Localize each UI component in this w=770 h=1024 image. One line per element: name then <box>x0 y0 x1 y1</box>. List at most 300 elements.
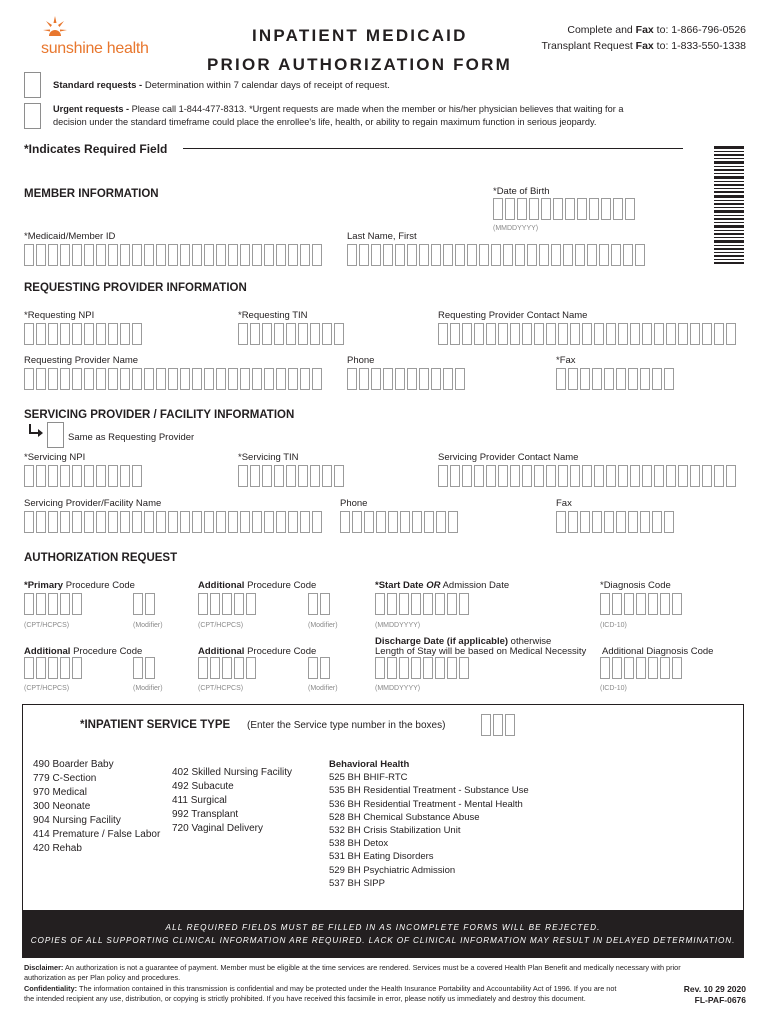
char-box[interactable] <box>24 511 34 533</box>
char-box[interactable] <box>156 511 166 533</box>
char-box[interactable] <box>399 657 409 679</box>
char-box[interactable] <box>60 465 70 487</box>
char-box[interactable] <box>286 465 296 487</box>
char-box[interactable] <box>375 657 385 679</box>
char-box[interactable] <box>654 323 664 345</box>
char-box[interactable] <box>498 323 508 345</box>
additional-proc-code-input2[interactable] <box>24 657 84 679</box>
char-box[interactable] <box>438 465 448 487</box>
char-box[interactable] <box>666 323 676 345</box>
char-box[interactable] <box>96 465 106 487</box>
char-box[interactable] <box>36 657 46 679</box>
char-box[interactable] <box>376 511 386 533</box>
char-box[interactable] <box>702 465 712 487</box>
service-type-input[interactable] <box>481 714 517 736</box>
char-box[interactable] <box>198 657 208 679</box>
char-box[interactable] <box>431 244 441 266</box>
char-box[interactable] <box>298 323 308 345</box>
same-as-requesting-checkbox[interactable] <box>47 422 64 448</box>
char-box[interactable] <box>84 323 94 345</box>
char-box[interactable] <box>628 511 638 533</box>
primary-proc-code-input[interactable] <box>24 593 84 615</box>
char-box[interactable] <box>672 593 682 615</box>
char-box[interactable] <box>60 511 70 533</box>
char-box[interactable] <box>132 244 142 266</box>
char-box[interactable] <box>84 368 94 390</box>
char-box[interactable] <box>359 244 369 266</box>
char-box[interactable] <box>347 368 357 390</box>
svc-phone-input[interactable] <box>340 511 460 533</box>
char-box[interactable] <box>156 244 166 266</box>
char-box[interactable] <box>616 511 626 533</box>
char-box[interactable] <box>510 465 520 487</box>
char-box[interactable] <box>288 244 298 266</box>
char-box[interactable] <box>240 244 250 266</box>
char-box[interactable] <box>654 465 664 487</box>
char-box[interactable] <box>563 244 573 266</box>
char-box[interactable] <box>493 714 503 736</box>
char-box[interactable] <box>364 511 374 533</box>
char-box[interactable] <box>383 244 393 266</box>
char-box[interactable] <box>522 323 532 345</box>
char-box[interactable] <box>204 368 214 390</box>
char-box[interactable] <box>60 323 70 345</box>
char-box[interactable] <box>264 511 274 533</box>
char-box[interactable] <box>539 244 549 266</box>
char-box[interactable] <box>310 323 320 345</box>
char-box[interactable] <box>383 368 393 390</box>
char-box[interactable] <box>210 593 220 615</box>
req-npi-input[interactable] <box>24 323 144 345</box>
additional-modifier-input3[interactable] <box>308 657 332 679</box>
char-box[interactable] <box>133 657 143 679</box>
char-box[interactable] <box>424 511 434 533</box>
char-box[interactable] <box>204 511 214 533</box>
char-box[interactable] <box>527 244 537 266</box>
char-box[interactable] <box>168 511 178 533</box>
char-box[interactable] <box>24 657 34 679</box>
char-box[interactable] <box>308 657 318 679</box>
char-box[interactable] <box>48 323 58 345</box>
char-box[interactable] <box>322 465 332 487</box>
char-box[interactable] <box>474 465 484 487</box>
char-box[interactable] <box>498 465 508 487</box>
req-contact-input[interactable] <box>438 323 738 345</box>
char-box[interactable] <box>505 714 515 736</box>
char-box[interactable] <box>371 368 381 390</box>
char-box[interactable] <box>630 465 640 487</box>
char-box[interactable] <box>423 593 433 615</box>
char-box[interactable] <box>216 244 226 266</box>
char-box[interactable] <box>462 323 472 345</box>
char-box[interactable] <box>312 244 322 266</box>
req-name-input[interactable] <box>24 368 324 390</box>
char-box[interactable] <box>180 368 190 390</box>
char-box[interactable] <box>493 198 503 220</box>
char-box[interactable] <box>60 368 70 390</box>
char-box[interactable] <box>642 323 652 345</box>
char-box[interactable] <box>276 368 286 390</box>
char-box[interactable] <box>24 368 34 390</box>
char-box[interactable] <box>388 511 398 533</box>
char-box[interactable] <box>726 465 736 487</box>
char-box[interactable] <box>72 244 82 266</box>
char-box[interactable] <box>156 368 166 390</box>
char-box[interactable] <box>660 657 670 679</box>
char-box[interactable] <box>486 323 496 345</box>
char-box[interactable] <box>347 244 357 266</box>
additional-modifier-input2[interactable] <box>133 657 157 679</box>
discharge-date-input[interactable] <box>375 657 471 679</box>
char-box[interactable] <box>322 323 332 345</box>
char-box[interactable] <box>264 368 274 390</box>
char-box[interactable] <box>96 244 106 266</box>
char-box[interactable] <box>592 368 602 390</box>
char-box[interactable] <box>618 323 628 345</box>
char-box[interactable] <box>180 244 190 266</box>
char-box[interactable] <box>276 511 286 533</box>
char-box[interactable] <box>515 244 525 266</box>
char-box[interactable] <box>204 244 214 266</box>
additional-modifier-input1[interactable] <box>308 593 332 615</box>
char-box[interactable] <box>648 593 658 615</box>
char-box[interactable] <box>580 511 590 533</box>
char-box[interactable] <box>132 465 142 487</box>
char-box[interactable] <box>625 198 635 220</box>
char-box[interactable] <box>36 465 46 487</box>
dob-input[interactable] <box>493 198 637 220</box>
char-box[interactable] <box>702 323 712 345</box>
char-box[interactable] <box>72 368 82 390</box>
char-box[interactable] <box>36 593 46 615</box>
char-box[interactable] <box>24 323 34 345</box>
char-box[interactable] <box>529 198 539 220</box>
char-box[interactable] <box>320 593 330 615</box>
char-box[interactable] <box>144 368 154 390</box>
char-box[interactable] <box>570 323 580 345</box>
char-box[interactable] <box>108 465 118 487</box>
char-box[interactable] <box>443 368 453 390</box>
char-box[interactable] <box>600 657 610 679</box>
char-box[interactable] <box>600 593 610 615</box>
char-box[interactable] <box>96 323 106 345</box>
char-box[interactable] <box>636 593 646 615</box>
char-box[interactable] <box>234 657 244 679</box>
char-box[interactable] <box>503 244 513 266</box>
char-box[interactable] <box>640 368 650 390</box>
svc-tin-input[interactable] <box>238 465 346 487</box>
char-box[interactable] <box>624 593 634 615</box>
char-box[interactable] <box>320 657 330 679</box>
char-box[interactable] <box>144 511 154 533</box>
char-box[interactable] <box>48 511 58 533</box>
char-box[interactable] <box>395 368 405 390</box>
char-box[interactable] <box>60 593 70 615</box>
char-box[interactable] <box>652 368 662 390</box>
char-box[interactable] <box>192 368 202 390</box>
char-box[interactable] <box>108 368 118 390</box>
char-box[interactable] <box>168 244 178 266</box>
char-box[interactable] <box>84 244 94 266</box>
char-box[interactable] <box>459 657 469 679</box>
char-box[interactable] <box>145 657 155 679</box>
char-box[interactable] <box>246 657 256 679</box>
char-box[interactable] <box>556 368 566 390</box>
char-box[interactable] <box>606 323 616 345</box>
char-box[interactable] <box>96 511 106 533</box>
char-box[interactable] <box>618 465 628 487</box>
char-box[interactable] <box>108 323 118 345</box>
char-box[interactable] <box>612 593 622 615</box>
char-box[interactable] <box>262 323 272 345</box>
char-box[interactable] <box>400 511 410 533</box>
char-box[interactable] <box>479 244 489 266</box>
char-box[interactable] <box>24 465 34 487</box>
char-box[interactable] <box>407 368 417 390</box>
char-box[interactable] <box>491 244 501 266</box>
char-box[interactable] <box>132 368 142 390</box>
char-box[interactable] <box>726 323 736 345</box>
char-box[interactable] <box>60 657 70 679</box>
char-box[interactable] <box>624 657 634 679</box>
char-box[interactable] <box>252 511 262 533</box>
char-box[interactable] <box>412 511 422 533</box>
char-box[interactable] <box>546 323 556 345</box>
char-box[interactable] <box>436 511 446 533</box>
member-name-input[interactable] <box>347 244 647 266</box>
char-box[interactable] <box>599 244 609 266</box>
char-box[interactable] <box>664 511 674 533</box>
char-box[interactable] <box>252 368 262 390</box>
char-box[interactable] <box>308 593 318 615</box>
char-box[interactable] <box>334 465 344 487</box>
char-box[interactable] <box>48 593 58 615</box>
char-box[interactable] <box>690 323 700 345</box>
char-box[interactable] <box>240 511 250 533</box>
diagnosis-code-input[interactable] <box>600 593 684 615</box>
char-box[interactable] <box>120 465 130 487</box>
additional-diagnosis-input[interactable] <box>600 657 684 679</box>
char-box[interactable] <box>678 465 688 487</box>
char-box[interactable] <box>459 593 469 615</box>
char-box[interactable] <box>447 593 457 615</box>
char-box[interactable] <box>613 198 623 220</box>
char-box[interactable] <box>606 465 616 487</box>
char-box[interactable] <box>455 244 465 266</box>
char-box[interactable] <box>568 511 578 533</box>
char-box[interactable] <box>300 511 310 533</box>
char-box[interactable] <box>274 465 284 487</box>
char-box[interactable] <box>250 465 260 487</box>
svc-fax-input[interactable] <box>556 511 676 533</box>
char-box[interactable] <box>228 511 238 533</box>
standard-request-checkbox[interactable] <box>24 72 41 98</box>
char-box[interactable] <box>276 244 286 266</box>
char-box[interactable] <box>36 368 46 390</box>
char-box[interactable] <box>577 198 587 220</box>
char-box[interactable] <box>252 244 262 266</box>
char-box[interactable] <box>192 244 202 266</box>
char-box[interactable] <box>568 368 578 390</box>
char-box[interactable] <box>210 657 220 679</box>
char-box[interactable] <box>604 511 614 533</box>
char-box[interactable] <box>300 368 310 390</box>
char-box[interactable] <box>534 323 544 345</box>
char-box[interactable] <box>310 465 320 487</box>
char-box[interactable] <box>534 465 544 487</box>
char-box[interactable] <box>616 368 626 390</box>
char-box[interactable] <box>438 323 448 345</box>
char-box[interactable] <box>192 511 202 533</box>
char-box[interactable] <box>541 198 551 220</box>
char-box[interactable] <box>522 465 532 487</box>
char-box[interactable] <box>246 593 256 615</box>
char-box[interactable] <box>474 323 484 345</box>
member-id-input[interactable] <box>24 244 324 266</box>
char-box[interactable] <box>640 511 650 533</box>
char-box[interactable] <box>180 511 190 533</box>
char-box[interactable] <box>486 465 496 487</box>
char-box[interactable] <box>250 323 260 345</box>
char-box[interactable] <box>240 368 250 390</box>
char-box[interactable] <box>580 368 590 390</box>
char-box[interactable] <box>144 244 154 266</box>
char-box[interactable] <box>435 593 445 615</box>
svc-contact-input[interactable] <box>438 465 738 487</box>
char-box[interactable] <box>96 368 106 390</box>
primary-modifier-input[interactable] <box>133 593 157 615</box>
char-box[interactable] <box>120 368 130 390</box>
char-box[interactable] <box>120 511 130 533</box>
char-box[interactable] <box>72 657 82 679</box>
char-box[interactable] <box>604 368 614 390</box>
char-box[interactable] <box>84 465 94 487</box>
char-box[interactable] <box>264 244 274 266</box>
char-box[interactable] <box>375 593 385 615</box>
char-box[interactable] <box>510 323 520 345</box>
char-box[interactable] <box>462 465 472 487</box>
char-box[interactable] <box>387 657 397 679</box>
char-box[interactable] <box>340 511 350 533</box>
char-box[interactable] <box>652 511 662 533</box>
char-box[interactable] <box>228 244 238 266</box>
char-box[interactable] <box>222 657 232 679</box>
char-box[interactable] <box>575 244 585 266</box>
char-box[interactable] <box>636 657 646 679</box>
char-box[interactable] <box>84 511 94 533</box>
char-box[interactable] <box>120 323 130 345</box>
char-box[interactable] <box>623 244 633 266</box>
char-box[interactable] <box>592 511 602 533</box>
char-box[interactable] <box>145 593 155 615</box>
char-box[interactable] <box>435 657 445 679</box>
char-box[interactable] <box>36 244 46 266</box>
char-box[interactable] <box>288 511 298 533</box>
char-box[interactable] <box>60 244 70 266</box>
char-box[interactable] <box>481 714 491 736</box>
char-box[interactable] <box>594 465 604 487</box>
char-box[interactable] <box>238 465 248 487</box>
char-box[interactable] <box>714 465 724 487</box>
char-box[interactable] <box>443 244 453 266</box>
char-box[interactable] <box>24 244 34 266</box>
char-box[interactable] <box>558 323 568 345</box>
char-box[interactable] <box>334 323 344 345</box>
char-box[interactable] <box>48 465 58 487</box>
char-box[interactable] <box>262 465 272 487</box>
char-box[interactable] <box>556 511 566 533</box>
char-box[interactable] <box>648 657 658 679</box>
char-box[interactable] <box>587 244 597 266</box>
char-box[interactable] <box>48 657 58 679</box>
char-box[interactable] <box>589 198 599 220</box>
char-box[interactable] <box>611 244 621 266</box>
char-box[interactable] <box>108 511 118 533</box>
char-box[interactable] <box>419 244 429 266</box>
char-box[interactable] <box>48 244 58 266</box>
char-box[interactable] <box>312 368 322 390</box>
char-box[interactable] <box>387 593 397 615</box>
char-box[interactable] <box>628 368 638 390</box>
char-box[interactable] <box>168 368 178 390</box>
char-box[interactable] <box>222 593 232 615</box>
char-box[interactable] <box>395 244 405 266</box>
char-box[interactable] <box>36 511 46 533</box>
char-box[interactable] <box>450 323 460 345</box>
char-box[interactable] <box>517 198 527 220</box>
char-box[interactable] <box>642 465 652 487</box>
char-box[interactable] <box>601 198 611 220</box>
char-box[interactable] <box>448 511 458 533</box>
char-box[interactable] <box>24 593 34 615</box>
char-box[interactable] <box>72 593 82 615</box>
char-box[interactable] <box>72 465 82 487</box>
char-box[interactable] <box>630 323 640 345</box>
svc-name-input[interactable] <box>24 511 324 533</box>
char-box[interactable] <box>690 465 700 487</box>
char-box[interactable] <box>216 368 226 390</box>
char-box[interactable] <box>399 593 409 615</box>
req-tin-input[interactable] <box>238 323 346 345</box>
char-box[interactable] <box>660 593 670 615</box>
char-box[interactable] <box>664 368 674 390</box>
char-box[interactable] <box>431 368 441 390</box>
char-box[interactable] <box>238 323 248 345</box>
char-box[interactable] <box>455 368 465 390</box>
char-box[interactable] <box>450 465 460 487</box>
additional-proc-code-input3[interactable] <box>198 657 258 679</box>
char-box[interactable] <box>565 198 575 220</box>
char-box[interactable] <box>300 244 310 266</box>
char-box[interactable] <box>666 465 676 487</box>
char-box[interactable] <box>714 323 724 345</box>
char-box[interactable] <box>352 511 362 533</box>
char-box[interactable] <box>635 244 645 266</box>
start-date-input[interactable] <box>375 593 471 615</box>
char-box[interactable] <box>298 465 308 487</box>
char-box[interactable] <box>234 593 244 615</box>
char-box[interactable] <box>553 198 563 220</box>
char-box[interactable] <box>505 198 515 220</box>
char-box[interactable] <box>72 323 82 345</box>
char-box[interactable] <box>678 323 688 345</box>
svc-npi-input[interactable] <box>24 465 144 487</box>
char-box[interactable] <box>594 323 604 345</box>
char-box[interactable] <box>407 244 417 266</box>
char-box[interactable] <box>120 244 130 266</box>
char-box[interactable] <box>467 244 477 266</box>
req-phone-input[interactable] <box>347 368 467 390</box>
